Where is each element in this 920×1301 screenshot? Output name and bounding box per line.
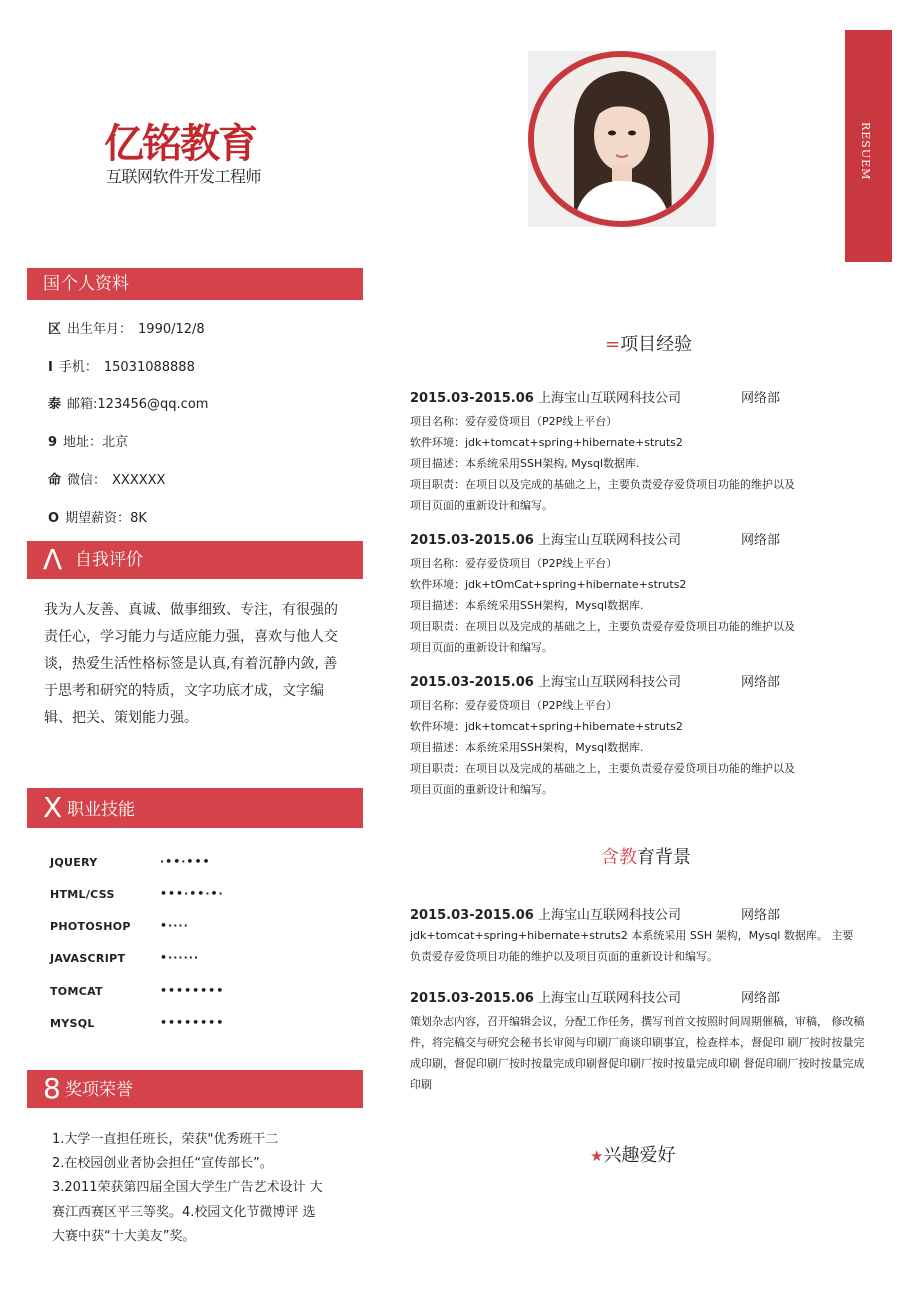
section-projects-header xyxy=(605,330,692,356)
section-hobby-header xyxy=(590,1141,675,1167)
skill-level: •••••••• xyxy=(160,984,225,997)
skill-level: •••••••• xyxy=(160,1016,225,1029)
skill-level: ·••·••• xyxy=(160,855,211,868)
project-line: 项目页面的重新设计和编写。 xyxy=(410,499,553,512)
project-line: 项目描述：本系统采用SSH架构，Mysql数据库. xyxy=(410,599,644,612)
resume-tab xyxy=(845,30,892,262)
section-personal-icon: 国 xyxy=(43,274,60,294)
education-title: 2015.03-2015.06 上海宝山互联网科技公司 xyxy=(410,908,681,923)
skill-level: •······ xyxy=(160,951,200,964)
project-title: 2015.03-2015.06 上海宝山互联网科技公司 xyxy=(410,533,681,548)
section-personal-header xyxy=(27,268,363,300)
education-line: 件，将完稿交与研究会秘书长审阅与印刷厂商谈印刷事宜，检查样本，督促印 刷厂按时按量完 xyxy=(410,1036,865,1049)
section-self-icon: Λ xyxy=(43,543,63,576)
project-line: 软件环境：jdk+tomcat+spring+hibernate+struts2 xyxy=(410,720,683,733)
portrait-illustration xyxy=(534,57,708,221)
project-line: 项目职责：在项目以及完成的基础之上，主要负责爱存爱贷项目功能的维护以及 xyxy=(410,478,795,491)
award-item: 1.大学一直担任班长，荣获"优秀班干二 xyxy=(52,1132,279,1147)
project-line: 项目页面的重新设计和编写。 xyxy=(410,783,553,796)
skill-name: MYSQL xyxy=(50,1017,95,1030)
info-row-salary: O 期望薪资：8K xyxy=(48,511,147,526)
project-title: 2015.03-2015.06 上海宝山互联网科技公司 xyxy=(410,391,681,406)
star-icon: ★ xyxy=(590,1147,604,1165)
info-row-wechat: 命 微信： XXXXXX xyxy=(48,473,166,488)
skill-name: JQUERY xyxy=(50,856,98,869)
education-line: jdk+tomcat+spring+hibernate+struts2 本系统采用 SSH 架构，Mysql 数据库。 主要 xyxy=(410,929,854,942)
wechat-icon: 命 xyxy=(48,473,62,488)
section-projects-icon: = xyxy=(605,334,621,355)
section-education-label: 育背景 xyxy=(637,847,691,868)
project-line: 项目描述：本系统采用SSH架构, Mysql数据库. xyxy=(410,457,640,470)
self-evaluation: 我为人友善、真诚、做事细致、专注，有很强的 责任心，学习能力与适应能力强，喜欢与他人交 谈，热爱生活性格标签是认真,有着沉静内敛, 善 于思考和研究的特质，文字功底才成，文字编 辑、把关、策划能力强。 xyxy=(44,602,338,726)
project-line: 项目页面的重新设计和编写。 xyxy=(410,641,553,654)
skill-name: PHOTOSHOP xyxy=(50,920,131,933)
skill-level: •••·••·•· xyxy=(160,887,224,900)
section-skills-header xyxy=(27,788,363,828)
education-dept: 网络部 xyxy=(741,908,781,923)
project-line: 项目职责：在项目以及完成的基础之上，主要负责爱存爱贷项目功能的维护以及 xyxy=(410,762,795,775)
education-line: 策划杂志内容，召开编辑会议，分配工作任务，撰写刊首文按照时间周期催稿，审稿， 修改稿 xyxy=(410,1015,865,1028)
brand-title: 亿铭教育 xyxy=(104,121,256,167)
salary-icon: O xyxy=(48,511,60,526)
project-dept: 网络部 xyxy=(741,675,781,690)
project-line: 项目名称：爱存爱贷项目（P2P线上平台） xyxy=(410,699,618,712)
project-line: 项目名称：爱存爱贷项目（P2P线上平台） xyxy=(410,557,618,570)
info-row-phone: I 手机： 15031088888 xyxy=(48,360,195,375)
section-education-icon: 含教 xyxy=(601,847,637,868)
skill-name: JAVASCRIPT xyxy=(50,952,126,965)
resume-tab-label: RESUEM xyxy=(859,122,872,181)
section-education-header xyxy=(601,843,691,869)
job-title: 互联网软件开发工程师 xyxy=(106,167,262,186)
section-awards-label: 奖项荣誉 xyxy=(65,1080,133,1100)
award-item: 2.在校园创业者协会担任“宣传部长”。 xyxy=(52,1156,273,1171)
section-personal-label: 个人资料 xyxy=(61,274,129,294)
project-line: 软件环境：jdk+tomcat+spring+hibernate+struts2 xyxy=(410,436,683,449)
info-row-birth: 区 出生年月： 1990/12/8 xyxy=(48,322,205,337)
email-icon: 泰 xyxy=(48,397,62,412)
birth-icon: 区 xyxy=(48,322,62,337)
section-awards-header xyxy=(27,1070,363,1108)
education-title: 2015.03-2015.06 上海宝山互联网科技公司 xyxy=(410,991,681,1006)
education-line: 负责爱存爱贷项目功能的维护以及项目页面的重新设计和编写。 xyxy=(410,950,718,963)
profile-photo xyxy=(528,51,714,227)
section-skills-icon: X xyxy=(43,791,63,824)
phone-icon: I xyxy=(48,360,53,375)
info-row-address: 9 地址：北京 xyxy=(48,435,129,450)
award-item: 赛江西赛区平三等奖。4.校园文化节微博评 选 xyxy=(52,1205,316,1220)
education-line: 成印刷，督促印刷厂按时按量完成印刷督促印刷厂按时按量完成印刷 督促印刷厂按时按量完成 xyxy=(410,1057,865,1070)
project-line: 软件环境：jdk+tOmCat+spring+hibernate+struts2 xyxy=(410,578,687,591)
project-title: 2015.03-2015.06 上海宝山互联网科技公司 xyxy=(410,675,681,690)
section-awards-icon: 8 xyxy=(43,1072,61,1105)
education-dept: 网络部 xyxy=(741,991,781,1006)
project-line: 项目职责：在项目以及完成的基础之上，主要负责爱存爱贷项目功能的维护以及 xyxy=(410,620,795,633)
skill-level: •···· xyxy=(160,919,189,932)
award-item: 大赛中获“十大美友”奖。 xyxy=(52,1229,196,1244)
address-icon: 9 xyxy=(48,435,58,450)
skill-name: TOMCAT xyxy=(50,985,103,998)
skill-name: HTML/CSS xyxy=(50,888,115,901)
section-self-header xyxy=(27,541,363,579)
project-line: 项目名称：爱存爱贷项目（P2P线上平台） xyxy=(410,415,618,428)
section-skills-label: 职业技能 xyxy=(67,800,135,820)
project-dept: 网络部 xyxy=(741,533,781,548)
section-projects-label: 项目经验 xyxy=(620,334,693,355)
project-line: 项目描述：本系统采用SSH架构，Mysql数据库. xyxy=(410,741,644,754)
award-item: 3.2011荣获第四届全国大学生广告艺术设计 大 xyxy=(52,1180,323,1195)
info-row-email: 泰 邮箱:123456@qq.com xyxy=(48,397,209,412)
education-line: 印刷 xyxy=(410,1078,432,1091)
project-dept: 网络部 xyxy=(741,391,781,406)
section-hobby-label: 兴趣爱好 xyxy=(603,1145,676,1166)
section-self-label: 自我评价 xyxy=(75,550,143,570)
